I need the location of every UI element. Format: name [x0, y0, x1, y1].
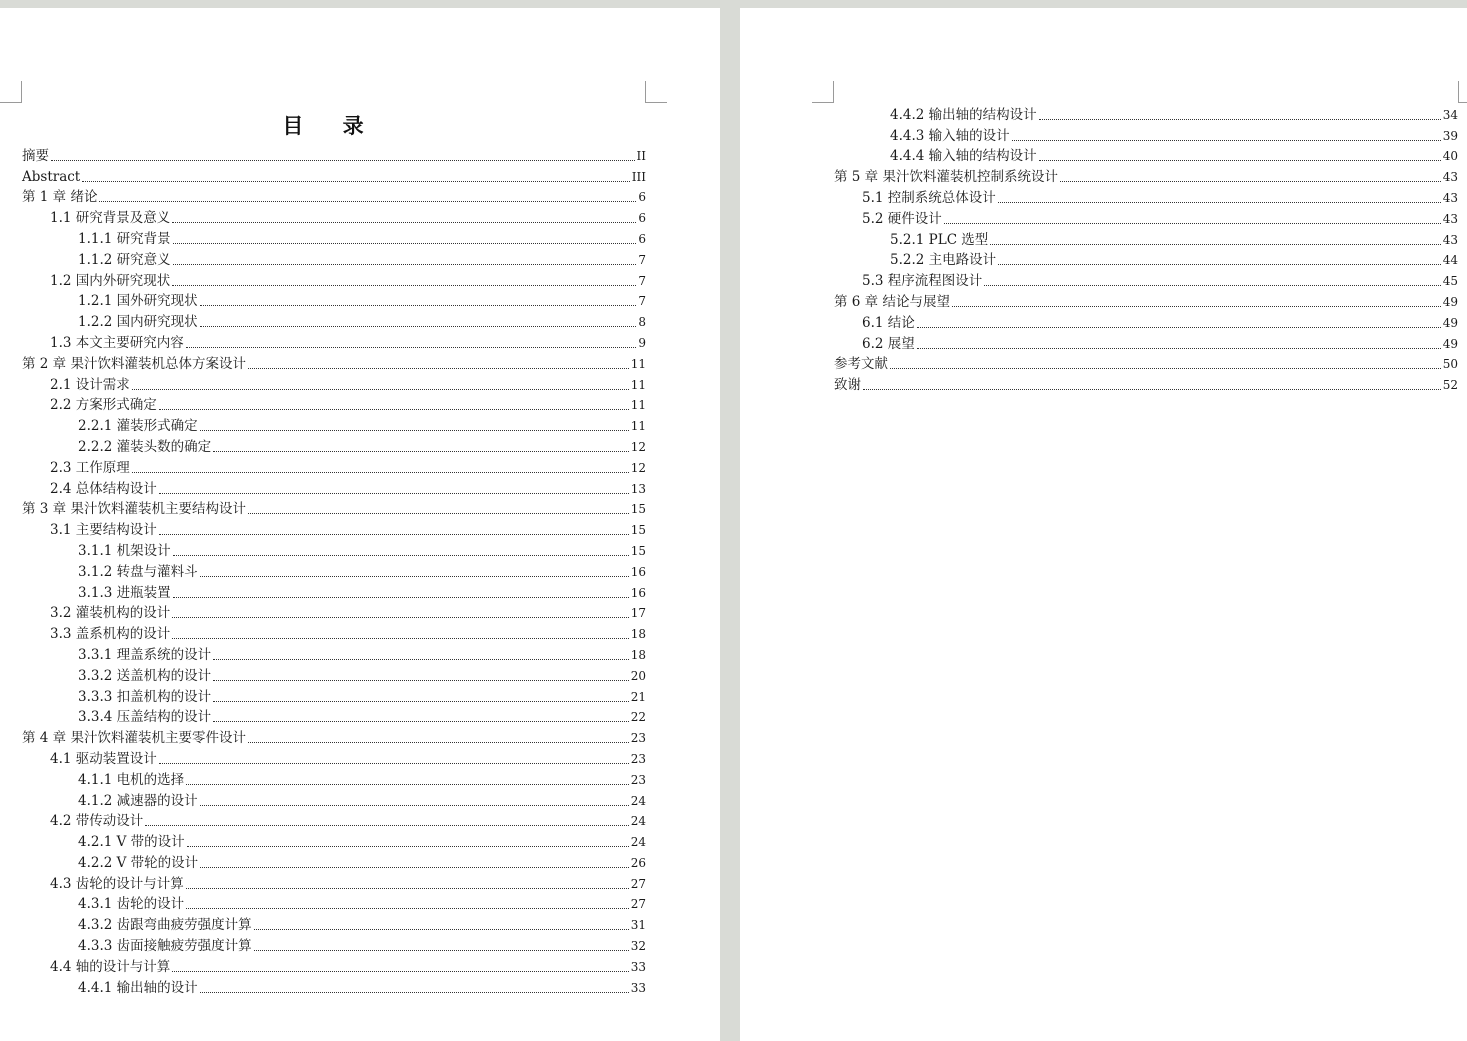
toc-entry-label: 1.2.2 国内研究现状 [78, 314, 198, 331]
toc-entry-label: 4.3.1 齿轮的设计 [78, 896, 185, 913]
toc-dot-leader [248, 742, 629, 743]
toc-entry[interactable] [22, 373, 646, 394]
toc-entry-page-number: 7 [638, 273, 646, 288]
toc-entry-label: 4.2 带传动设计 [50, 813, 144, 830]
toc-entry-page-number: 52 [1442, 378, 1458, 393]
toc-dot-leader [186, 908, 629, 909]
toc-entry-label: 2.2.2 灌装头数的确定 [78, 438, 212, 455]
toc-entry-page-number: 15 [630, 502, 646, 517]
toc-dot-leader [917, 327, 1441, 328]
toc-entry-label: 2.3 工作原理 [50, 459, 130, 476]
toc-entry-label: 3.1.3 进瓶装置 [78, 584, 171, 601]
toc-entry-page-number: 18 [630, 647, 646, 662]
toc-entry-page-number: 33 [630, 980, 646, 995]
toc-entry-label: 6.2 展望 [862, 335, 915, 352]
toc-entry-page-number: 12 [630, 439, 646, 454]
toc-entry-page-number: 7 [638, 252, 646, 267]
toc-entry-label: 4.1.1 电机的选择 [78, 771, 185, 788]
toc-entry-label: 2.4 总体结构设计 [50, 480, 157, 497]
toc-entry[interactable] [22, 227, 646, 248]
toc-dot-leader [173, 264, 637, 265]
toc-entry[interactable] [834, 103, 1458, 124]
toc-entry-page-number: 11 [630, 419, 646, 434]
toc-entry-page-number: 13 [630, 481, 646, 496]
toc-entry-page-number: 34 [1442, 107, 1458, 122]
toc-entry[interactable] [22, 477, 646, 498]
margin-corner-marker [0, 81, 22, 103]
toc-entry-page-number: 9 [638, 335, 646, 350]
toc-dot-leader [890, 368, 1441, 369]
toc-dot-leader [990, 244, 1440, 245]
toc-dot-leader [213, 701, 629, 702]
toc-entry[interactable] [22, 622, 646, 643]
toc-dot-leader [145, 825, 628, 826]
document-page-1 [0, 8, 720, 1041]
margin-corner-marker [812, 81, 834, 103]
toc-entry[interactable] [834, 249, 1458, 270]
toc-entry-page-number: II [636, 148, 646, 163]
toc-entry[interactable] [22, 144, 646, 165]
toc-entry[interactable] [834, 353, 1458, 374]
toc-entry[interactable] [22, 851, 646, 872]
toc-entry[interactable] [22, 456, 646, 477]
toc-dot-leader [99, 201, 636, 202]
toc-entry-label: 1.1 研究背景及意义 [50, 210, 171, 227]
toc-entry[interactable] [22, 747, 646, 768]
toc-dot-leader [186, 888, 629, 889]
toc-entry[interactable] [834, 186, 1458, 207]
toc-entry-label: 3.3.1 理盖系统的设计 [78, 646, 212, 663]
toc-entry[interactable] [22, 664, 646, 685]
toc-entry[interactable] [22, 934, 646, 955]
toc-list-page-1 [22, 144, 646, 997]
toc-entry-page-number: 6 [638, 190, 646, 205]
toc-dot-leader [200, 867, 629, 868]
toc-dot-leader [51, 160, 635, 161]
margin-corner-marker [645, 81, 667, 103]
toc-entry-label: 5.3 程序流程图设计 [862, 273, 983, 290]
toc-dot-leader [213, 451, 629, 452]
toc-dot-leader [173, 243, 637, 244]
toc-entry-label: 4.4 轴的设计与计算 [50, 958, 171, 975]
toc-entry[interactable] [22, 789, 646, 810]
toc-entry[interactable] [22, 768, 646, 789]
toc-dot-leader [173, 597, 629, 598]
toc-dot-leader [1039, 119, 1441, 120]
toc-dot-leader [254, 950, 629, 951]
toc-entry[interactable] [22, 643, 646, 664]
toc-entry[interactable] [22, 955, 646, 976]
toc-dot-leader [254, 929, 629, 930]
toc-dot-leader [200, 430, 629, 431]
toc-dot-leader [952, 306, 1441, 307]
toc-dot-leader [863, 389, 1441, 390]
toc-dot-leader [159, 409, 629, 410]
toc-entry-page-number: 12 [630, 460, 646, 475]
toc-entry-page-number: 43 [1442, 190, 1458, 205]
toc-entry[interactable] [22, 706, 646, 727]
toc-entry-label: 4.4.2 输出轴的结构设计 [890, 106, 1037, 123]
toc-entry-label: 致谢 [834, 377, 861, 394]
toc-dot-leader [172, 222, 636, 223]
toc-entry-label: 4.2.2 V 带轮的设计 [78, 854, 199, 871]
toc-entry-page-number: 43 [1442, 211, 1458, 226]
toc-entry-label: 3.2 灌装机构的设计 [50, 605, 171, 622]
toc-entry[interactable] [22, 893, 646, 914]
toc-entry-page-number: 43 [1442, 170, 1458, 185]
toc-title: 目 录 [282, 113, 380, 138]
toc-entry-page-number: 39 [1442, 128, 1458, 143]
toc-entry-label: 4.1.2 减速器的设计 [78, 792, 198, 809]
toc-entry[interactable] [834, 145, 1458, 166]
toc-entry-label: 4.3 齿轮的设计与计算 [50, 875, 184, 892]
toc-entry[interactable] [834, 124, 1458, 145]
toc-dot-leader [1060, 181, 1441, 182]
toc-entry-page-number: 6 [638, 211, 646, 226]
toc-dot-leader [200, 326, 637, 327]
toc-entry[interactable] [834, 228, 1458, 249]
toc-entry[interactable] [22, 976, 646, 997]
toc-dot-leader [186, 347, 637, 348]
toc-entry-page-number: 23 [630, 751, 646, 766]
toc-dot-leader [159, 493, 629, 494]
toc-entry-label: 5.2.2 主电路设计 [890, 252, 997, 269]
toc-entry-page-number: 8 [638, 315, 646, 330]
toc-entry-page-number: 22 [630, 710, 646, 725]
toc-list-page-2 [834, 103, 1458, 394]
toc-entry[interactable] [834, 269, 1458, 290]
toc-entry-label: 3.1.2 转盘与灌料斗 [78, 563, 198, 580]
toc-dot-leader [1039, 160, 1441, 161]
toc-entry[interactable] [22, 685, 646, 706]
toc-entry[interactable] [834, 165, 1458, 186]
toc-entry-page-number: 27 [630, 876, 646, 891]
toc-entry-label: 4.4.1 输出轴的设计 [78, 979, 198, 996]
toc-entry-page-number: 24 [630, 814, 646, 829]
toc-entry[interactable] [22, 913, 646, 934]
toc-entry[interactable] [22, 269, 646, 290]
toc-entry[interactable] [834, 290, 1458, 311]
toc-entry-page-number: 49 [1442, 336, 1458, 351]
toc-entry[interactable] [22, 830, 646, 851]
toc-entry[interactable] [22, 248, 646, 269]
toc-entry-page-number: 40 [1442, 149, 1458, 164]
toc-dot-leader [172, 638, 628, 639]
toc-dot-leader [159, 763, 629, 764]
toc-entry[interactable] [834, 373, 1458, 394]
toc-entry-page-number: 18 [630, 627, 646, 642]
toc-entry-page-number: 16 [630, 585, 646, 600]
toc-entry-label: 1.1.1 研究背景 [78, 230, 171, 247]
toc-entry[interactable] [22, 352, 646, 373]
toc-dot-leader [172, 971, 628, 972]
toc-entry-page-number: 27 [630, 897, 646, 912]
toc-entry[interactable] [834, 207, 1458, 228]
toc-entry-label: 4.4.4 输入轴的结构设计 [890, 148, 1037, 165]
toc-entry[interactable] [22, 872, 646, 893]
toc-entry-label: 5.2.1 PLC 选型 [890, 231, 989, 248]
toc-entry-page-number: 20 [630, 668, 646, 683]
toc-entry-label: 第 3 章 果汁饮料灌装机主要结构设计 [22, 501, 246, 518]
toc-entry-page-number: 21 [630, 689, 646, 704]
toc-dot-leader [944, 223, 1441, 224]
toc-entry-label: 4.3.3 齿面接触疲劳强度计算 [78, 938, 252, 955]
toc-dot-leader [173, 555, 629, 556]
toc-dot-leader [187, 846, 629, 847]
document-page-2 [740, 8, 1467, 1041]
toc-entry-page-number: 23 [630, 772, 646, 787]
toc-dot-leader [159, 534, 629, 535]
toc-entry-label: 第 5 章 果汁饮料灌装机控制系统设计 [834, 169, 1058, 186]
toc-entry-label: 第 4 章 果汁饮料灌装机主要零件设计 [22, 730, 246, 747]
toc-entry-label: 6.1 结论 [862, 314, 915, 331]
toc-entry[interactable] [22, 560, 646, 581]
toc-dot-leader [82, 181, 630, 182]
toc-dot-leader [248, 513, 629, 514]
toc-dot-leader [132, 389, 629, 390]
toc-dot-leader [213, 659, 629, 660]
toc-entry-label: 5.1 控制系统总体设计 [862, 189, 996, 206]
toc-entry[interactable] [22, 310, 646, 331]
toc-entry-label: 2.2.1 灌装形式确定 [78, 418, 198, 435]
toc-entry[interactable] [22, 435, 646, 456]
toc-entry-page-number: 49 [1442, 294, 1458, 309]
toc-entry-label: 3.1 主要结构设计 [50, 522, 157, 539]
toc-entry[interactable] [22, 810, 646, 831]
toc-entry[interactable] [22, 498, 646, 519]
toc-entry-label: 3.3.2 送盖机构的设计 [78, 667, 212, 684]
toc-entry-label: 5.2 硬件设计 [862, 210, 942, 227]
toc-entry-page-number: 11 [630, 377, 646, 392]
toc-dot-leader [200, 305, 637, 306]
toc-entry-label: 4.1 驱动装置设计 [50, 750, 157, 767]
toc-dot-leader [200, 992, 629, 993]
toc-dot-leader [186, 784, 629, 785]
toc-dot-leader [1012, 140, 1441, 141]
toc-dot-leader [984, 285, 1440, 286]
toc-entry[interactable] [834, 332, 1458, 353]
toc-entry-page-number: 44 [1442, 253, 1458, 268]
toc-dot-leader [172, 617, 628, 618]
toc-entry-page-number: 15 [630, 523, 646, 538]
toc-entry-label: 1.1.2 研究意义 [78, 251, 171, 268]
toc-entry[interactable] [22, 726, 646, 747]
toc-entry-page-number: 7 [638, 294, 646, 309]
toc-dot-leader [213, 721, 629, 722]
toc-entry[interactable] [22, 290, 646, 311]
toc-entry[interactable] [22, 394, 646, 415]
toc-dot-leader [998, 264, 1441, 265]
toc-dot-leader [200, 805, 629, 806]
toc-entry-page-number: 45 [1442, 274, 1458, 289]
toc-dot-leader [917, 348, 1441, 349]
toc-entry-label: 4.2.1 V 带的设计 [78, 834, 185, 851]
toc-entry[interactable] [22, 331, 646, 352]
toc-entry[interactable] [22, 518, 646, 539]
toc-entry-page-number: 24 [630, 835, 646, 850]
toc-entry-page-number: 15 [630, 543, 646, 558]
toc-entry-label: 3.1.1 机架设计 [78, 542, 171, 559]
toc-entry-label: Abstract [22, 168, 81, 185]
toc-dot-leader [998, 202, 1441, 203]
toc-entry[interactable] [834, 311, 1458, 332]
toc-entry-page-number: 50 [1442, 357, 1458, 372]
toc-entry-label: 4.3.2 齿跟弯曲疲劳强度计算 [78, 917, 252, 934]
toc-entry-page-number: 11 [630, 356, 646, 371]
toc-entry[interactable] [22, 206, 646, 227]
toc-entry-label: 第 2 章 果汁饮料灌装机总体方案设计 [22, 355, 246, 372]
toc-dot-leader [213, 680, 629, 681]
toc-entry-label: 3.3.4 压盖结构的设计 [78, 709, 212, 726]
toc-entry[interactable] [22, 539, 646, 560]
toc-entry-label: 1.2.1 国外研究现状 [78, 293, 198, 310]
toc-entry-page-number: 31 [630, 918, 646, 933]
toc-entry-page-number: 33 [630, 959, 646, 974]
toc-entry-label: 3.3 盖系机构的设计 [50, 626, 171, 643]
toc-entry-page-number: 16 [630, 564, 646, 579]
toc-dot-leader [132, 472, 629, 473]
toc-dot-leader [248, 368, 629, 369]
toc-entry-page-number: III [631, 169, 646, 184]
toc-entry-page-number: 24 [630, 793, 646, 808]
toc-entry[interactable] [22, 581, 646, 602]
toc-entry-label: 第 1 章 绪论 [22, 189, 98, 206]
toc-entry-page-number: 26 [630, 855, 646, 870]
toc-entry[interactable] [22, 186, 646, 207]
toc-entry-label: 参考文献 [834, 356, 888, 373]
toc-entry[interactable] [22, 165, 646, 186]
toc-entry-page-number: 23 [630, 731, 646, 746]
toc-entry-label: 4.4.3 输入轴的设计 [890, 127, 1010, 144]
toc-entry-page-number: 6 [638, 231, 646, 246]
toc-entry-label: 1.2 国内外研究现状 [50, 272, 171, 289]
toc-entry-label: 摘要 [22, 147, 49, 164]
toc-entry[interactable] [22, 414, 646, 435]
toc-dot-leader [172, 285, 636, 286]
toc-entry-page-number: 43 [1442, 232, 1458, 247]
toc-entry-label: 第 6 章 结论与展望 [834, 293, 950, 310]
toc-entry-page-number: 49 [1442, 315, 1458, 330]
toc-entry[interactable] [22, 602, 646, 623]
toc-entry-label: 3.3.3 扣盖机构的设计 [78, 688, 212, 705]
toc-entry-page-number: 32 [630, 939, 646, 954]
toc-entry-label: 2.1 设计需求 [50, 376, 130, 393]
toc-entry-label: 1.3 本文主要研究内容 [50, 334, 184, 351]
margin-corner-marker [1458, 81, 1467, 103]
toc-entry-page-number: 17 [630, 606, 646, 621]
toc-dot-leader [200, 576, 629, 577]
toc-entry-label: 2.2 方案形式确定 [50, 397, 157, 414]
toc-entry-page-number: 11 [630, 398, 646, 413]
